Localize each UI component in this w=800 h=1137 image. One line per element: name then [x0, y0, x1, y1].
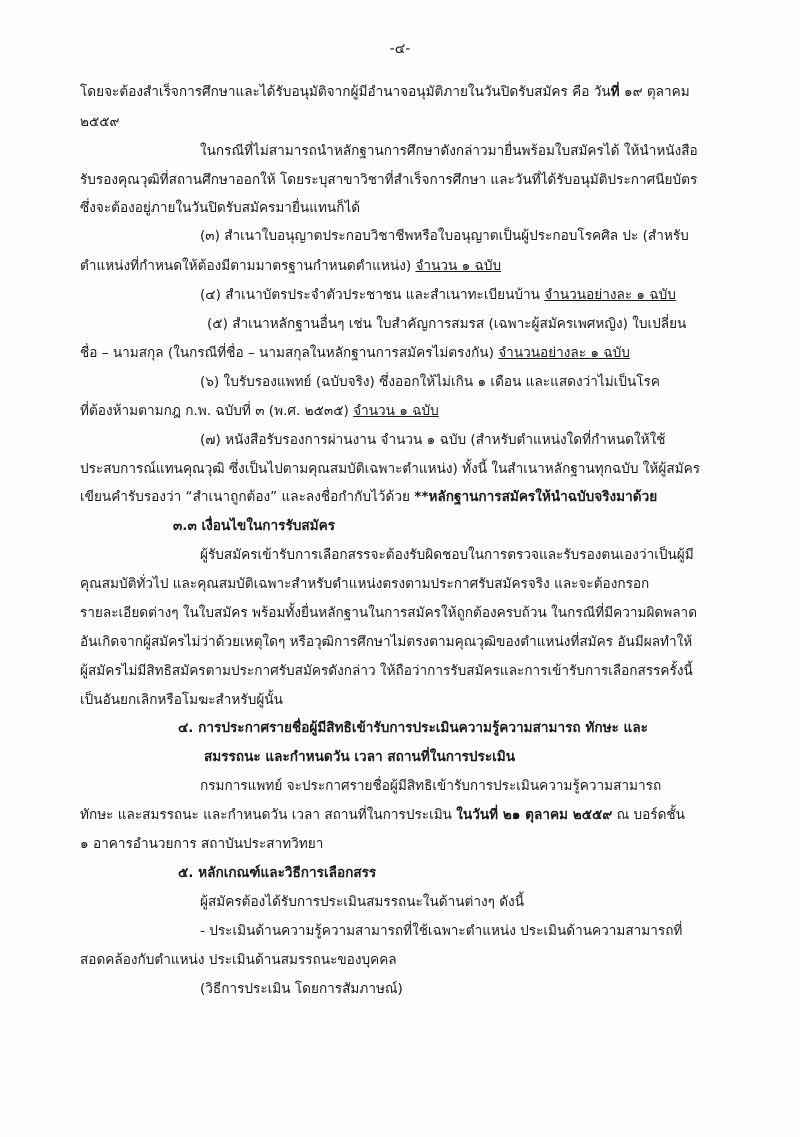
- paragraph-line: ๑ อาคารอำนวยการ สถาบันประสาทวิทยา: [80, 836, 324, 852]
- list-item: (๓) สำเนาใบอนุญาตประกอบวิชาชีพหรือใบอนุญาตเป็นผู้ประกอบโรคศิล ปะ (สำหรับ: [200, 228, 689, 244]
- paragraph-line: ผู้สมัครต้องได้รับการประเมินสมรรถนะในด้านต่างๆ ดังนี้: [200, 894, 524, 910]
- text-run: ณ บอร์ดชั้น: [612, 807, 685, 823]
- paragraph-line: รายละเอียดต่างๆ ในใบสมัคร พร้อมทั้งยื่นหลักฐานในการสมัครให้ถูกต้องครบถ้วน ในกรณีที่มีความผิดพลาด: [80, 605, 698, 621]
- section-heading-4: ๔. การประกาศรายชื่อผู้มีสิทธิเข้ารับการประเมินความรู้ความสามารถ ทักษะ และ: [178, 720, 648, 736]
- paragraph-line: ผู้สมัครไม่มีสิทธิสมัครตามประกาศรับสมัครดังกล่าว ให้ถือว่าการรับสมัครและการเข้ารับการเลือกสรรครั้งนี้: [80, 663, 693, 679]
- text-run: โดยจะต้องสำเร็จการศึกษาและได้รับอนุมัติจากผู้มีอำนาจอนุมัติภายในวันปิดรับสมัคร คือ วัน: [80, 84, 611, 100]
- text-run: ๑๙ ตุลาคม: [619, 84, 690, 100]
- quantity-note: จำนวนอย่างละ ๑ ฉบับ: [544, 287, 676, 303]
- quantity-note: จำนวน ๑ ฉบับ: [415, 258, 502, 274]
- paragraph-line: [80, 256, 501, 276]
- text-run-bold: ที่: [610, 84, 620, 100]
- bullet-item: - ประเมินด้านความรู้ความสามารถที่ใช้เฉพาะตำแหน่ง ประเมินด้านความสามารถที่: [200, 923, 683, 939]
- list-item: [200, 285, 676, 305]
- list-item: (๖) ใบรับรองแพทย์ (ฉบับจริง) ซึ่งออกให้ไม่เกิน ๑ เดือน และแสดงว่าไม่เป็นโรค: [200, 374, 660, 390]
- paragraph-line: เป็นอันยกเลิกหรือโมฆะสำหรับผู้นั้น: [80, 692, 283, 708]
- text-run: ทักษะ และสมรรถนะ และกำหนดวัน เวลา สถานที่ในการประเมิน: [80, 807, 457, 823]
- paragraph-line: [80, 343, 630, 363]
- paragraph-line: ๒๕๕๙: [80, 114, 120, 130]
- quantity-note: จำนวนอย่างละ ๑ ฉบับ: [498, 345, 630, 361]
- paragraph-line: ในกรณีที่ไม่สามารถนำหลักฐานการศึกษาดังกล่าวมายื่นพร้อมใบสมัครได้ ให้นำหนังสือ: [200, 143, 698, 159]
- paragraph-line: [80, 487, 657, 507]
- text-run: ที่ต้องห้ามตามกฎ ก.พ. ฉบับที่ ๓ (พ.ศ. ๒๕๓๕): [80, 403, 354, 419]
- emphasis-note: **หลักฐานการสมัครให้นำฉบับจริงมาด้วย: [414, 489, 658, 505]
- paragraph-line: ซึ่งจะต้องอยู่ภายในวันปิดรับสมัครมายื่นแทนก็ได้: [80, 200, 361, 216]
- paragraph-line: อันเกิดจากผู้สมัครไม่ว่าด้วยเหตุใดๆ หรือวุฒิการศึกษาไม่ตรงตามคุณวุฒิของตำแหน่งที่สมัคร อันมีผลทำให้: [80, 634, 693, 650]
- section-heading-4-cont: สมรรถนะ และกำหนดวัน เวลา สถานที่ในการประเมิน: [204, 749, 516, 765]
- paragraph-line: ประสบการณ์แทนคุณวุฒิ ซึ่งเป็นไปตามคุณสมบัติเฉพาะตำแหน่ง) ทั้งนี้ ในสำเนาหลักฐานทุกฉบับ ให้ผู้สมัคร: [80, 461, 701, 477]
- text-run: ชื่อ – นามสกุล (ในกรณีที่ชื่อ – นามสกุลในหลักฐานการสมัครไม่ตรงกัน): [80, 345, 499, 361]
- paragraph-line: ผู้รับสมัครเข้ารับการเลือกสรรจะต้องรับผิดชอบในการตรวจและรับรองตนเองว่าเป็นผู้มี: [200, 547, 694, 563]
- paragraph-line: [80, 401, 439, 421]
- paragraph-line: คุณสมบัติทั่วไป และคุณสมบัติเฉพาะสำหรับตำแหน่งตรงตามประกาศรับสมัครจริง และจะต้องกรอก: [80, 576, 650, 592]
- paragraph-line: รับรองคุณวุฒิที่สถานศึกษาออกให้ โดยระบุสาขาวิชาที่สำเร็จการศึกษา และวันที่ได้รับอนุมัติประกาศนียบัตร: [80, 172, 698, 188]
- text-run: (๔) สำเนาบัตรประจำตัวประชาชน และสำเนาทะเบียนบ้าน: [200, 287, 545, 303]
- list-item: (๕) สำเนาหลักฐานอื่นๆ เช่น ใบสำคัญการสมรส (เฉพาะผู้สมัครเพศหญิง) ใบเปลี่ยน: [207, 316, 687, 332]
- list-item: (๗) หนังสือรับรองการผ่านงาน จำนวน ๑ ฉบับ (สำหรับตำแหน่งใดที่กำหนดให้ใช้: [200, 432, 666, 448]
- paragraph-line: [80, 805, 685, 825]
- text-run: ตำแหน่งที่กำหนดให้ต้องมีตามมาตรฐานกำหนดตำแหน่ง): [80, 258, 416, 274]
- page-number: -๔-: [389, 41, 411, 57]
- section-heading-5: ๕. หลักเกณฑ์และวิธีการเลือกสรร: [178, 865, 377, 881]
- paragraph-line: กรมการแพทย์ จะประกาศรายชื่อผู้มีสิทธิเข้ารับการประเมินความรู้ความสามารถ: [200, 778, 662, 794]
- paragraph-line: สอดคล้องกับตำแหน่ง ประเมินด้านสมรรถนะของบุคคล: [80, 952, 397, 968]
- section-heading-3-3: ๓.๓ เงื่อนไขในการรับสมัคร: [173, 518, 336, 534]
- quantity-note: จำนวน ๑ ฉบับ: [353, 403, 439, 419]
- date-emphasis: ในวันที่ ๒๑ ตุลาคม ๒๕๕๙: [456, 807, 613, 823]
- paragraph-line: [80, 82, 690, 102]
- paragraph-line: (วิธีการประเมิน โดยการสัมภาษณ์): [200, 981, 403, 997]
- text-run: เขียนคำรับรองว่า “สำเนาถูกต้อง” และลงชื่อกำกับไว้ด้วย: [80, 489, 415, 505]
